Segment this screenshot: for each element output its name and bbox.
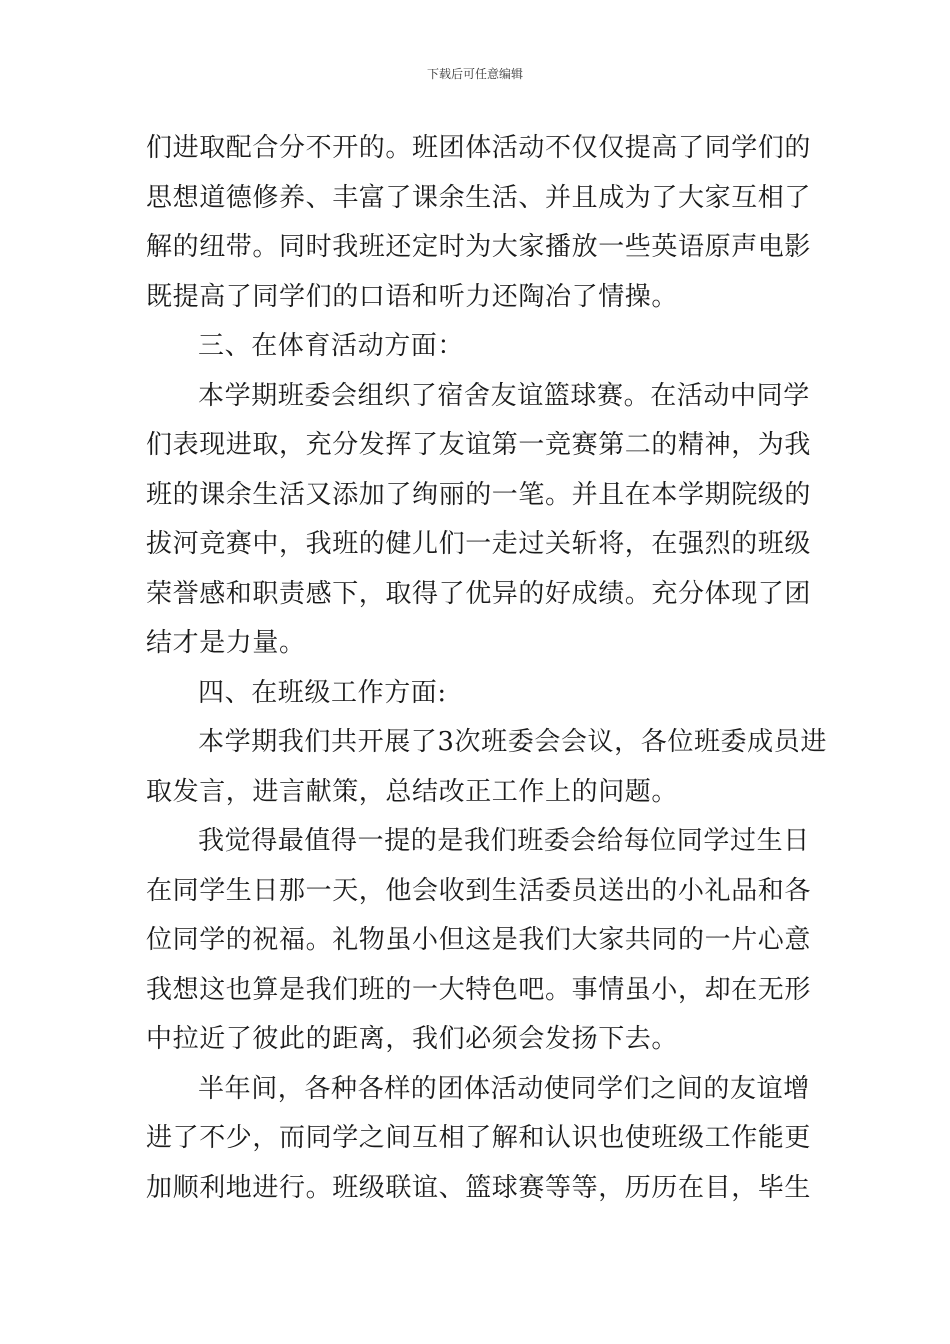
text-line: 取发言，进言献策，总结改正工作上的问题。: [146, 776, 679, 807]
text-line: 拔河竞赛中，我班的健儿们一走过关斩将，在强烈的班级: [146, 529, 812, 559]
text-line: 结才是力量。: [146, 628, 306, 658]
text-line: 半年间，各种各样的团体活动使同学们之间的友谊增: [198, 1073, 810, 1104]
text-line: 们表现进取，充分发挥了友谊第一竞赛第二的精神，为我: [146, 430, 812, 460]
text-line: 班的课余生活又添加了绚丽的一笔。并且在本学期院级的: [146, 479, 812, 510]
text-line: 本学期班委会组织了宿舍友谊篮球赛。在活动中同学: [198, 380, 810, 411]
text-line: 我想这也算是我们班的一大特色吧。事情虽小，却在无形: [146, 974, 812, 1005]
text-line: 荣誉感和职责感下，取得了优异的好成绩。充分体现了团: [146, 578, 812, 609]
text-line: 既提高了同学们的口语和听力还陶冶了情操。: [146, 281, 679, 312]
text-line: 们进取配合分不开的。班团体活动不仅仅提高了同学们的: [146, 133, 812, 163]
page-header: 下载后可任意编辑: [426, 67, 523, 81]
text-line: 加顺利地进行。班级联谊、篮球赛等等，历历在目，毕生: [146, 1172, 812, 1203]
text-line: 本学期我们共开展了3次班委会会议，各位班委成员进: [198, 727, 827, 757]
text-line: 思想道德修养、丰富了课余生活、并且成为了大家互相了: [146, 182, 812, 213]
text-line: 中拉近了彼此的距离，我们必须会发扬下去。: [146, 1024, 679, 1054]
document-body: [146, 124, 827, 1213]
text-line: 进了不少，而同学之间互相了解和认识也使班级工作能更: [146, 1123, 812, 1153]
section-heading: 四、在班级工作方面:: [198, 677, 447, 708]
text-line: 在同学生日那一天，他会收到生活委员送出的小礼品和各: [146, 875, 812, 906]
text-line: 我觉得最值得一提的是我们班委会给每位同学过生日: [198, 826, 810, 856]
section-heading: 三、在体育活动方面：: [198, 331, 465, 361]
text-line: 位同学的祝福。礼物虽小但这是我们大家共同的一片心意: [146, 925, 812, 955]
text-line: 解的纽带。同时我班还定时为大家播放一些英语原声电影: [146, 232, 812, 262]
